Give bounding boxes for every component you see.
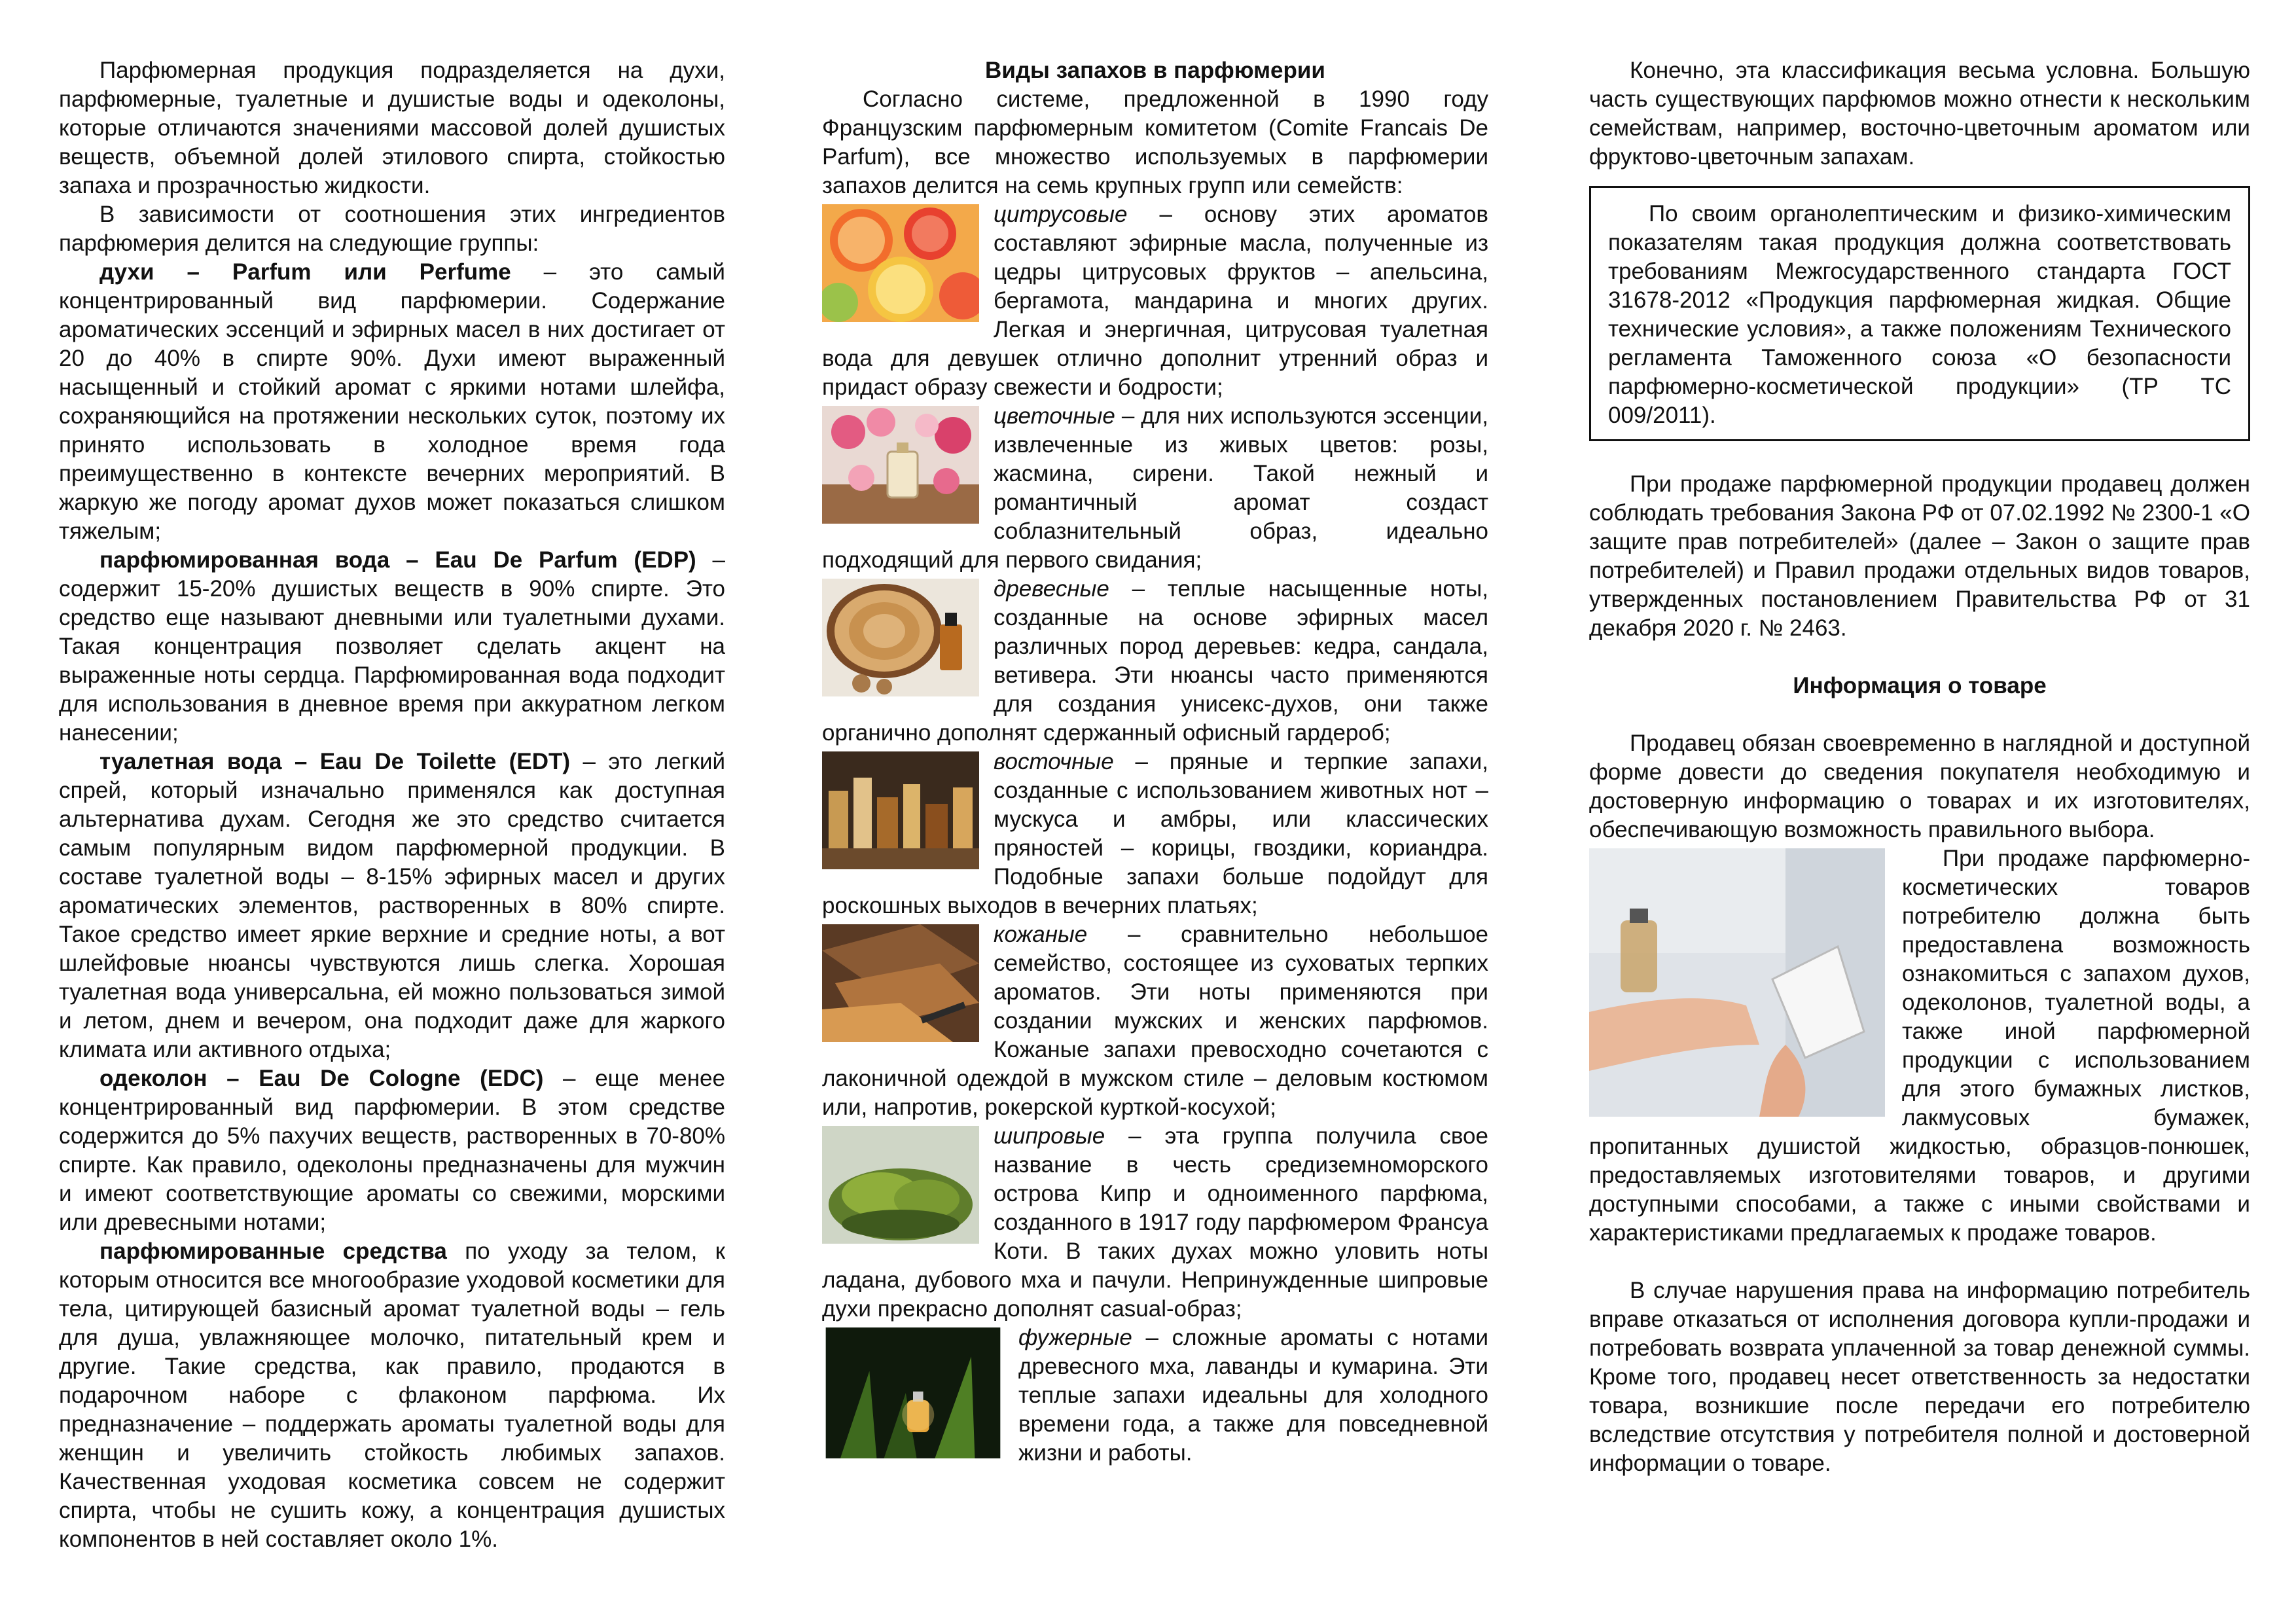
tester-paragraph: При продаже парфюмерно-косметических товаров потребителю должна быть предоставлена возможность ознакомиться с запахом духов, одеколонов, туалетной воды, а также иной парфюмерной продукции с использованием для этого бумажных листков, лакмусовых бумажек, пропитанных душистой жидкостью, образцов-понюшек, предоставляемых изготовителями товаров, и другими доступными способами, а также с иными свойствами и характеристиками предлагаемых к продаже товаров. [1589, 846, 2250, 1246]
group-text: – это легкий спрей, который изначально применялся как доступная альтернатива духам. Сегодня же это средство считается самым популярным видом парфюмерной продукции. В составе туалетной воды – 8-15% эфирных масел и других ароматических элементов, растворенных в 80% спирте. Такое средство имеет яркие верхние и средние ноты, а вот шлейфовые нюансы чувствуются лишь слегка. Хорошая туалетная вода универсальна, ей можно пользоваться зимой и летом, днем и вечером, она подходит даже для жаркого климата или активного отдыха; [59, 749, 725, 1062]
column-perfume-types [59, 56, 725, 1554]
classification-note: Конечно, эта классификация весьма условна. Большую часть существующих парфюмов можно отнести к нескольким семействам, например, восточно-цветочным ароматом или фруктово-цветочным запахам. [1589, 58, 2250, 170]
family-citrus [822, 200, 1488, 402]
family-text: – основу этих ароматов составляют эфирные масла, полученные из цедры цитрусовых фруктов – апельсина, бергамота, мандарина и многих других. Легкая и энергичная, цитрусовая туалетная вода для девушек отлично дополнит утренний образ и придаст образу свежести и бодрости; [822, 202, 1488, 400]
family-name: восточные [994, 749, 1114, 774]
family-name: шипровые [994, 1123, 1105, 1149]
group-term: духи – Parfum или Perfume [99, 259, 511, 285]
family-fougere [822, 1324, 1488, 1468]
family-text: – сложные ароматы с нотами древесного мха, лаванды и кумарина. Эти теплые запахи идеальны для холодного времени года, а также для повседневной жизни и работы. [1018, 1325, 1488, 1466]
group-edc [59, 1064, 725, 1237]
family-name: фужерные [1018, 1325, 1132, 1350]
group-term: парфюмированные средства [99, 1238, 447, 1264]
family-text: – сравнительно небольшое семейство, состоящее из суховатых терпких ароматов. Эти ноты применяются при создании мужских и женских парфюмов. Кожаные запахи превосходно сочетаются с лаконичной одеждой в мужском стиле – деловым костюмом или, напротив, рокерской курткой-косухой; [822, 922, 1488, 1120]
column-scent-families [822, 56, 1488, 1468]
tester-section [1589, 844, 2250, 1248]
leather-image [822, 924, 979, 1042]
violation-paragraph: В случае нарушения права на информацию потребитель вправе отказаться от исполнения договора купли-продажи и потребовать возврата уплаченной за товар денежной суммы. Кроме того, продавец несет ответственность за недостатки товара, возникшие после передачи его потребителю вследствие отсутствия у потребителя полной и достоверной информации о товаре. [1589, 1278, 2250, 1476]
group-text: – содержит 15-20% душистых веществ в 90% спирте. Это средство еще называют дневными или туалетными духами. Такая концентрация позволяет сделать акцент на выраженные ноты сердца. Парфюмированная вода подходит для использования в дневное время при аккуратном легком нанесении; [59, 547, 725, 746]
family-woody [822, 575, 1488, 748]
family-floral [822, 402, 1488, 575]
section-title: Виды запахов в парфюмерии [985, 58, 1325, 83]
family-oriental [822, 748, 1488, 920]
family-text: – для них используются эссенции, извлеченные из живых цветов: розы, жасмина, сирени. Такой нежный и романтичный аромат создаст соблазнительный образ, идеально подходящий для первого свидания; [822, 403, 1488, 573]
spice-bottles-image [822, 751, 979, 869]
family-text: – теплые насыщенные ноты, созданные на основе эфирных масел различных пород деревьев: кедра, сандала, ветивера. Эти нюансы часто применяются для создания унисекс-духов, они также органично дополнят сдержанный офисный гардероб; [822, 576, 1488, 746]
groups-intro-paragraph: В зависимости от соотношения этих ингредиентов парфюмерия делится на следующие группы: [59, 202, 725, 256]
group-edt [59, 748, 725, 1064]
group-parfum [59, 258, 725, 546]
column-regulations [1589, 56, 2250, 1478]
standards-text: По своим органолептическим и физико-химическим показателям такая продукция должна соответствовать требованиям Межгосударственного стандарта ГОСТ 31678-2012 «Продукция парфюмерная жидкая. Общие технические условия», а также положениям Технического регламента Таможенного союза «О безопасности парфюмерно-косметической продукции» (ТР ТС 009/2011). [1608, 201, 2231, 428]
intro-paragraph: Парфюмерная продукция подразделяется на духи, парфюмерные, туалетные и душистые воды и одеколоны, которые отличаются значениями массовой долей душистых веществ, объемной долей этилового спирта, стойкостью запаха и прозрачностью жидкости. [59, 58, 725, 198]
family-chypre [822, 1122, 1488, 1324]
group-edp [59, 546, 725, 748]
family-leather [822, 920, 1488, 1122]
group-text: по уходу за телом, к которым относится все многообразие уходовой косметики для тела, цитирующей базисный аромат туалетной воды – гель для душа, увлажняющее молочко, питательный крем и другие. Такие средства, как правило, продаются в подарочном наборе с флаконом парфюма. Их предназначение – поддержать ароматы туалетной воды для женщин и увеличить стойкость любимых запахов. Качественная уходовая косметика совсем не содержит спирта, чтобы не сушить кожу, а концентрация душистых компонентов в ней составляет около 1%. [59, 1238, 725, 1552]
law-paragraph: При продаже парфюмерной продукции продавец должен соблюдать требования Закона РФ от 07.02.1992 № 2300-1 «О защите прав потребителей» (далее – Закон о защите прав потребителей) и Правил продажи отдельных видов товаров, утвержденных постановлением Правительства РФ от 31 декабря 2020 г. № 2463. [1589, 471, 2250, 641]
family-name: древесные [994, 576, 1109, 602]
seller-duty-paragraph: Продавец обязан своевременно в наглядной и доступной форме довести до сведения покупателя необходимую и достоверную информацию о товарах и их изготовителях, обеспечивающую возможность правильного выбора. [1589, 731, 2250, 842]
flowers-perfume-image [822, 406, 979, 524]
family-name: кожаные [994, 922, 1088, 947]
group-body-care [59, 1237, 725, 1554]
group-text: – это самый концентрированный вид парфюмерии. Содержание ароматических эссенций и эфирных масел в них достигает от 20 до 40% в спирте 90%. Духи имеют выраженный насыщенный и стойкий аромат с яркими нотами шлейфа, сохраняющийся на протяжении нескольких суток, поэтому их принято использовать в холодное время года преимущественно в контексте вечерних мероприятий. В жаркую же погоду аромат духов может показаться слишком тяжелым; [59, 259, 725, 544]
wood-slice-image [822, 579, 979, 696]
group-term: туалетная вода – Eau De Toilette (EDT) [99, 749, 571, 774]
standards-box [1589, 186, 2250, 441]
family-text: – пряные и терпкие запахи, созданные с использованием животных нот – мускуса и амбры, или классических пряностей – корицы, гвоздики, кориандра. Подобные запахи больше подойдут для роскошных выходов в вечерних платьях; [822, 749, 1488, 918]
family-name: цветочные [994, 403, 1115, 429]
families-intro: Согласно системе, предложенной в 1990 году Французским парфюмерным комитетом (Comite Francais De Parfum), все множество используемых в парфюмерии запахов делится на семь крупных групп или семейств: [822, 86, 1488, 198]
family-text: – эта группа получила свое название в честь средиземноморского острова Кипр и одноименного парфюма, созданного в 1917 году парфюмером Франсуа Коти. В таких духах можно уловить ноты ладана, дубового мха и пачули. Непринужденные шипровые духи прекрасно дополнят casual-образ; [822, 1123, 1488, 1322]
perfume-tester-photo [1589, 848, 1885, 1117]
fern-bottle-image [822, 1327, 1004, 1458]
family-name: цитрусовые [994, 202, 1128, 227]
group-term: одеколон – Eau De Cologne (EDC) [99, 1066, 544, 1091]
product-info-heading: Информация о товаре [1793, 673, 2047, 698]
group-term: парфюмированная вода – Eau De Parfum (EDP) [99, 547, 696, 573]
group-text: – еще менее концентрированный вид парфюмерии. В этом средстве содержится до 5% пахучих веществ, растворенных в 70-80% спирте. Как правило, одеколоны предназначены для мужчин и имеют соответствующие ароматы со свежими, морскими или древесными нотами; [59, 1066, 725, 1235]
citrus-fruit-image [822, 204, 979, 322]
moss-image [822, 1126, 979, 1244]
